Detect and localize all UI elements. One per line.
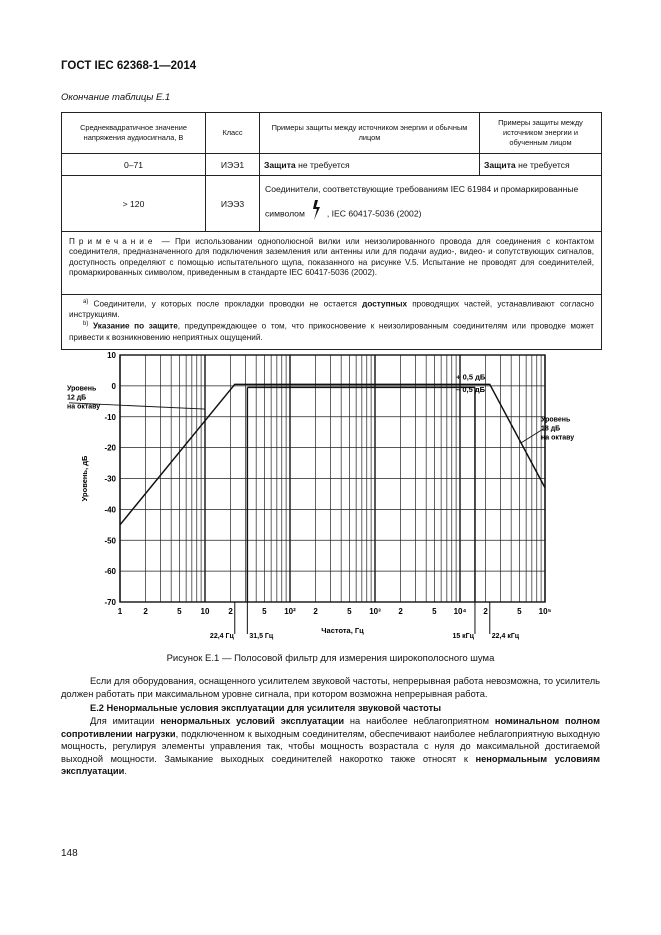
x-tick-label: 5 <box>432 607 437 616</box>
protection-text: не требуется <box>515 159 570 170</box>
frequency-marker-label: 31,5 Гц <box>249 633 274 640</box>
table-footnotes-row <box>62 295 602 350</box>
ordinary-protection-cell <box>260 176 602 232</box>
x-tick-label: 2 <box>143 607 148 616</box>
y-axis-label: Уровень, дБ <box>80 455 89 502</box>
text: , подключенном к выходным соединителям, обеспечивают наиболее неблагоприятную выходную мощность, регулируя элементы управления так, чтобы мощность возрастала с нуля до максимальной достигаемой выходной мощности. Замыкание выходных соединителей накоротко также относят к <box>61 728 600 764</box>
slope-annotation-right: 18 дБ <box>541 425 561 433</box>
x-tick-label: 2 <box>313 607 318 616</box>
column-header: Примеры защиты между источником энергии и обычным лицом <box>260 113 480 154</box>
table-row <box>62 176 602 232</box>
x-tick-label: 5 <box>262 607 267 616</box>
x-tick-label: 10³ <box>369 607 381 616</box>
text: Для имитации <box>90 716 161 726</box>
y-tick-label: -40 <box>104 505 116 515</box>
table-caption: Окончание таблицы Е.1 <box>61 92 171 103</box>
paragraph: Если для оборудования, оснащенного усилителем звуковой частоты, непрерывная работа невозможна, то усилитель должен работать при максимальном уровне сигнала, при котором возможна непрерывная работа. <box>61 676 600 699</box>
y-tick-label: 0 <box>111 381 116 391</box>
x-tick-label: 2 <box>228 607 233 616</box>
x-tick-label: 10⁵ <box>538 607 552 616</box>
protection-term: Защита <box>264 159 296 170</box>
x-tick-label: 10⁴ <box>453 607 467 616</box>
ordinary-protection-cell <box>260 154 480 176</box>
x-tick-label: 2 <box>398 607 403 616</box>
slope-annotation-right: на октаву <box>541 434 575 442</box>
upper-tolerance-line <box>120 384 545 524</box>
protection-text: не требуется <box>295 159 350 170</box>
class-cell: ИЭЭ3 <box>206 176 260 232</box>
x-tick-label: 10 <box>200 607 210 616</box>
x-tick-label: 2 <box>483 607 488 616</box>
slope-annotation-left: 12 дБ <box>67 394 87 402</box>
note-label: Примечание <box>69 237 157 247</box>
footnote-mark: a) <box>83 299 89 306</box>
instructed-protection-cell <box>480 154 602 176</box>
tolerance-label: – 0,5 дБ <box>456 385 486 395</box>
y-tick-label: -70 <box>104 598 116 607</box>
lightning-bolt-icon <box>311 200 321 228</box>
slope-annotation-left: на октаву <box>67 403 101 411</box>
table-row <box>62 154 602 176</box>
footnote-mark: b) <box>83 321 89 328</box>
footnote-text: , предупреждающее о том, что прикосновение к неизолированным соединителям или проводке может привести к возникновению неприятных ощущений. <box>69 321 594 342</box>
frequency-marker-label: 22,4 кГц <box>491 633 520 640</box>
table-footnotes <box>62 295 602 350</box>
text: на наиболее неблагоприятном <box>344 716 495 726</box>
footnote-term: Указание по защите <box>92 321 178 331</box>
footnote-b <box>69 321 594 343</box>
y-tick-label: -60 <box>104 567 116 577</box>
column-header: Среднеквадратичное значение напряжения аудиосигнала, В <box>62 113 206 154</box>
voltage-cell: > 120 <box>62 176 206 232</box>
x-tick-label: 1 <box>117 607 123 616</box>
slope-annotation-left: Уровень <box>67 385 97 393</box>
term: ненормальных условий эксплуатации <box>160 716 345 726</box>
column-header: Примеры защиты между источником энергии и обученным лицом <box>480 113 602 154</box>
footnote-a <box>69 299 594 321</box>
x-tick-label: 5 <box>177 607 182 616</box>
protection-text-after: , IEC 60417-5036 (2002) <box>326 208 422 219</box>
y-tick-label: -30 <box>104 474 116 484</box>
table-note-row <box>62 232 602 295</box>
term: ненормальным условиям эксплуатации <box>61 753 600 777</box>
text: . <box>124 766 127 777</box>
y-tick-label: -20 <box>104 443 116 453</box>
x-tick-label: 10² <box>284 607 296 616</box>
tolerance-label: + 0,5 дБ <box>456 372 486 382</box>
bandpass-filter-chart <box>61 348 606 648</box>
y-tick-label: 10 <box>107 351 116 360</box>
voltage-cell: 0–71 <box>62 154 206 176</box>
section-heading: Е.2 Ненормальные условия эксплуатации для усилителя звуковой частоты <box>90 703 442 713</box>
term: номинальном полном сопротивлении нагрузки <box>61 716 600 739</box>
footnote-text: Соединители, у которых после прокладки проводки не остается <box>88 299 363 309</box>
y-tick-label: -10 <box>104 412 116 422</box>
protection-text: Соединители, соответствующие требованиям IEC 61984 и промаркированные символом <box>265 184 579 219</box>
figure-caption: Рисунок Е.1 — Полосовой фильтр для измерения широкополосного шума <box>166 653 495 664</box>
table-note <box>62 232 602 295</box>
paragraph <box>61 715 600 778</box>
y-tick-label: -50 <box>104 536 116 546</box>
frequency-marker-label: 22,4 Гц <box>209 633 234 640</box>
protection-term: Защита <box>484 159 516 170</box>
footnote-text: проводящих частей, устанавливают согласно инструкциям. <box>69 299 594 320</box>
x-axis-label: Частота, Гц <box>321 626 364 635</box>
note-text: — При использовании однополюсной вилки или неизолированного провода для соединения с контактом соединителя, предназначенного для подключения заземления или антенны или для подачи аудио-, видео- и сопутствующих сигналов, доступность определяют с помощью испытательного щупа, показанного на рисунке V.5. Испытание не проводят для соединителей, промаркированных символом, приведенным в стандарте IEC 60417-5036 (2002). <box>69 237 594 277</box>
document-header: ГОСТ IEC 62368-1—2014 <box>61 60 197 72</box>
column-header: Класс <box>206 113 260 154</box>
x-tick-label: 5 <box>517 607 522 616</box>
slope-annotation-right: Уровень <box>541 416 571 424</box>
footnote-term: доступных <box>362 299 408 309</box>
page-number: 148 <box>61 848 78 859</box>
data-table <box>61 112 602 350</box>
x-tick-label: 5 <box>347 607 352 616</box>
frequency-marker-label: 15 кГц <box>452 633 474 640</box>
table-header-row <box>62 113 602 154</box>
class-cell: ИЭЭ1 <box>206 154 260 176</box>
